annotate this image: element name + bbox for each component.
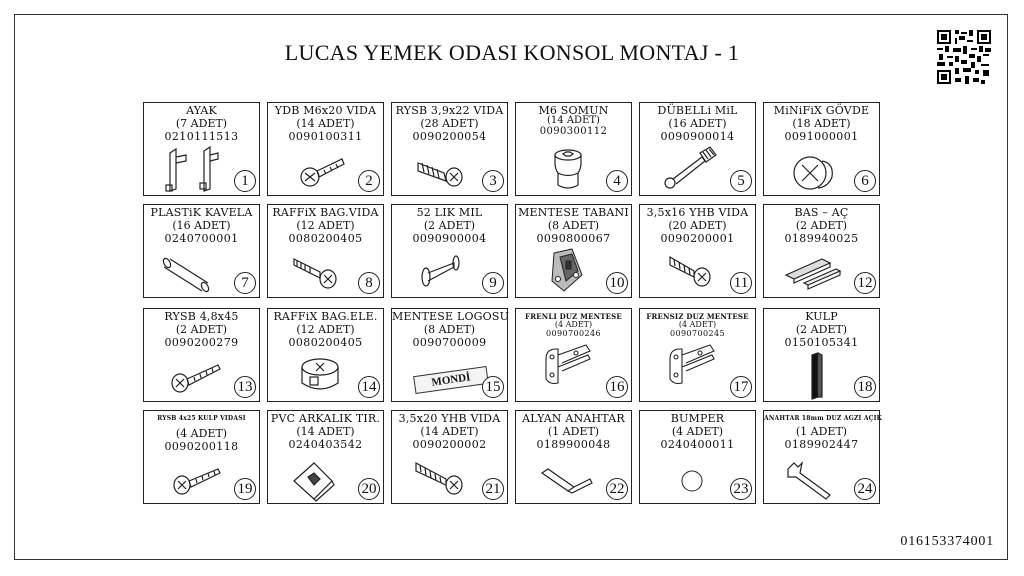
part-code: 0090100311 bbox=[288, 130, 363, 143]
part-code: 0080200405 bbox=[288, 336, 363, 349]
part-quantity: (4 ADET) bbox=[678, 320, 717, 329]
part-quantity: (18 ADET) bbox=[792, 117, 851, 130]
part-quantity: (4 ADET) bbox=[175, 427, 228, 440]
part-number: 19 bbox=[234, 478, 256, 500]
document-number: 016153374001 bbox=[900, 534, 994, 549]
part-quantity: (1 ADET) bbox=[795, 425, 848, 438]
part-name: RYSB 3,9x22 VIDA bbox=[395, 104, 504, 117]
part-name: 3,5x20 YHB VIDA bbox=[398, 412, 501, 425]
part-quantity: (8 ADET) bbox=[423, 323, 476, 336]
hinge-icon bbox=[652, 341, 732, 399]
wood-screw-icon bbox=[404, 143, 484, 193]
part-cell bbox=[763, 102, 880, 196]
part-code: 0090200001 bbox=[660, 232, 735, 245]
part-code: 0090300112 bbox=[539, 126, 608, 137]
part-number: 20 bbox=[358, 478, 380, 500]
connector-screw-icon bbox=[280, 245, 360, 295]
part-name: ANAHTAR 18mm DUZ AGZI AÇIK bbox=[764, 415, 883, 422]
hinge-icon bbox=[528, 341, 608, 399]
part-cell bbox=[391, 204, 508, 298]
connector-body-icon bbox=[280, 349, 360, 399]
part-name: 52 LIK MIL bbox=[416, 206, 483, 219]
handle-screw-icon bbox=[156, 451, 236, 501]
part-quantity: (16 ADET) bbox=[172, 219, 231, 232]
part-quantity: (2 ADET) bbox=[175, 323, 228, 336]
part-cell bbox=[763, 410, 883, 504]
part-cell bbox=[639, 308, 756, 402]
part-code: 0090800067 bbox=[536, 232, 611, 245]
part-number: 14 bbox=[358, 376, 380, 398]
part-code: 0189900048 bbox=[536, 438, 611, 451]
part-name: RYSB 4x25 KULP VIDASI bbox=[157, 415, 246, 422]
part-quantity: (1 ADET) bbox=[547, 425, 600, 438]
part-quantity: (16 ADET) bbox=[668, 117, 727, 130]
part-code: 0090200118 bbox=[164, 440, 239, 453]
part-code: 0090700245 bbox=[670, 329, 725, 338]
page-title: LUCAS YEMEK ODASI KONSOL MONTAJ - 1 bbox=[284, 40, 740, 65]
part-name: RAFFiX BAG.ELE. bbox=[273, 310, 378, 323]
part-number: 9 bbox=[482, 272, 504, 294]
part-quantity: (12 ADET) bbox=[296, 323, 355, 336]
part-quantity: (28 ADET) bbox=[420, 117, 479, 130]
part-quantity: (12 ADET) bbox=[296, 219, 355, 232]
part-cell bbox=[639, 204, 756, 298]
part-cell bbox=[515, 410, 632, 504]
part-quantity: (4 ADET) bbox=[554, 320, 593, 329]
part-name: BAS – AÇ bbox=[794, 206, 849, 219]
part-code: 0090200054 bbox=[412, 130, 487, 143]
part-number: 8 bbox=[358, 272, 380, 294]
part-number: 6 bbox=[854, 170, 876, 192]
part-code: 0240403542 bbox=[288, 438, 363, 451]
part-cell bbox=[639, 410, 756, 504]
part-cell bbox=[267, 102, 384, 196]
part-name: AYAK bbox=[186, 104, 217, 117]
push-open-icon bbox=[776, 245, 856, 295]
part-cell bbox=[515, 204, 632, 298]
part-name: ALYAN ANAHTAR bbox=[522, 412, 625, 425]
part-cell bbox=[391, 308, 508, 402]
part-cell bbox=[143, 102, 260, 196]
nut-icon bbox=[528, 143, 608, 193]
part-code: 0090200279 bbox=[164, 336, 239, 349]
part-name: DÜBELLi MiL bbox=[657, 104, 738, 117]
dowel-pin-icon bbox=[652, 143, 732, 193]
logo-plate-icon: MONDİ bbox=[413, 366, 489, 394]
part-cell bbox=[639, 102, 756, 196]
part-code: 0090900014 bbox=[660, 130, 735, 143]
wood-dowel-icon bbox=[156, 245, 236, 295]
part-name: FRENSIZ DUZ MENTESE bbox=[646, 312, 749, 321]
part-code: 0090700246 bbox=[546, 329, 601, 338]
part-name: FRENLI DUZ MENTESE bbox=[525, 312, 622, 321]
part-name: MENTESE LOGOSU bbox=[392, 310, 510, 323]
qr-code-icon bbox=[937, 30, 991, 84]
part-number: 7 bbox=[234, 272, 256, 294]
handle-icon bbox=[776, 349, 856, 399]
part-code: 0080200405 bbox=[288, 232, 363, 245]
part-name: RAFFiX BAG.VIDA bbox=[272, 206, 379, 219]
part-cell bbox=[267, 308, 384, 402]
part-number: 21 bbox=[482, 478, 504, 500]
part-code: 0189940025 bbox=[784, 232, 859, 245]
part-quantity: (4 ADET) bbox=[671, 425, 724, 438]
part-number: 13 bbox=[234, 376, 256, 398]
part-cell bbox=[391, 410, 508, 504]
part-name: PVC ARKALIK TIR. bbox=[270, 412, 381, 425]
part-number: 10 bbox=[606, 272, 628, 294]
part-number: 12 bbox=[854, 272, 876, 294]
part-number: 18 bbox=[854, 376, 876, 398]
part-code: 0189902447 bbox=[784, 438, 859, 451]
part-cell bbox=[267, 204, 384, 298]
part-number: 23 bbox=[730, 478, 752, 500]
parts-grid bbox=[143, 102, 883, 504]
part-cell bbox=[267, 410, 384, 504]
machine-screw-icon bbox=[280, 143, 360, 193]
part-quantity: (14 ADET) bbox=[296, 117, 355, 130]
part-cell bbox=[515, 102, 632, 196]
part-number: 5 bbox=[730, 170, 752, 192]
part-quantity: (2 ADET) bbox=[423, 219, 476, 232]
back-panel-clip-icon bbox=[280, 451, 360, 501]
wrench-icon bbox=[776, 451, 856, 501]
part-number: 24 bbox=[854, 478, 876, 500]
part-number: 15 bbox=[482, 376, 504, 398]
part-quantity: (8 ADET) bbox=[547, 219, 600, 232]
part-cell bbox=[763, 308, 880, 402]
part-quantity: (14 ADET) bbox=[420, 425, 479, 438]
part-code: 0091000001 bbox=[784, 130, 859, 143]
part-cell bbox=[763, 204, 880, 298]
part-code: 0240700001 bbox=[164, 232, 239, 245]
part-name: RYSB 4,8x45 bbox=[164, 310, 239, 323]
part-code: 0210111513 bbox=[164, 130, 239, 143]
part-cell bbox=[143, 308, 260, 402]
leg-bracket-icon bbox=[156, 143, 236, 193]
part-quantity: (20 ADET) bbox=[668, 219, 727, 232]
part-name: KULP bbox=[805, 310, 838, 323]
part-number: 22 bbox=[606, 478, 628, 500]
part-cell bbox=[391, 102, 508, 196]
part-name: M6 SOMUN bbox=[538, 104, 609, 117]
part-cell bbox=[143, 410, 260, 504]
allen-key-icon bbox=[528, 451, 608, 501]
part-name: YDB M6x20 VIDA bbox=[274, 104, 377, 117]
part-number: 1 bbox=[234, 170, 256, 192]
part-number: 2 bbox=[358, 170, 380, 192]
part-quantity: (7 ADET) bbox=[175, 117, 228, 130]
hinge-plate-icon bbox=[528, 245, 608, 295]
part-quantity: (14 ADET) bbox=[547, 115, 600, 126]
part-code: 0090700009 bbox=[412, 336, 487, 349]
part-name: MiNiFiX GÖVDE bbox=[773, 104, 870, 117]
part-name: PLASTiK KAVELA bbox=[150, 206, 253, 219]
part-number: 4 bbox=[606, 170, 628, 192]
part-quantity: (2 ADET) bbox=[795, 219, 848, 232]
part-cell bbox=[515, 308, 632, 402]
part-quantity: (14 ADET) bbox=[296, 425, 355, 438]
cam-lock-icon bbox=[776, 143, 856, 193]
part-quantity: (2 ADET) bbox=[795, 323, 848, 336]
part-code: 0150105341 bbox=[784, 336, 859, 349]
pin-icon bbox=[404, 245, 484, 295]
part-number: 16 bbox=[606, 376, 628, 398]
part-code: 0090900004 bbox=[412, 232, 487, 245]
part-name: MENTESE TABANI bbox=[518, 206, 629, 219]
wood-screw-icon bbox=[652, 245, 732, 295]
part-number: 17 bbox=[730, 376, 752, 398]
wood-screw-icon bbox=[404, 451, 484, 501]
part-number: 3 bbox=[482, 170, 504, 192]
part-code: 0240400011 bbox=[660, 438, 735, 451]
part-name: BUMPER bbox=[670, 412, 725, 425]
bumper-icon bbox=[652, 451, 732, 501]
part-cell bbox=[143, 204, 260, 298]
part-code: 0090200002 bbox=[412, 438, 487, 451]
part-name: 3,5x16 YHB VIDA bbox=[646, 206, 749, 219]
part-number: 11 bbox=[730, 272, 752, 294]
long-screw-icon bbox=[156, 349, 236, 399]
